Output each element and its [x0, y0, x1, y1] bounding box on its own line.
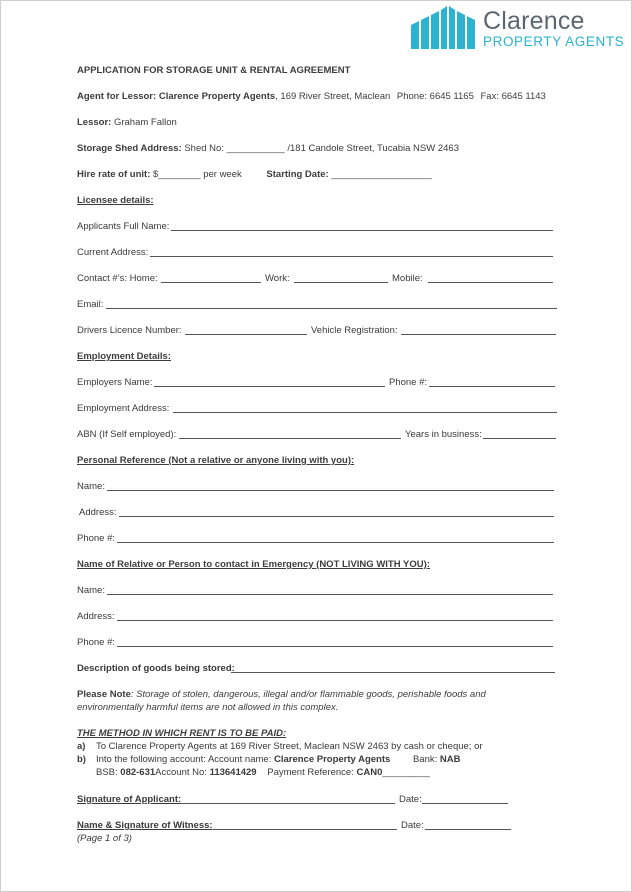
full-name-field[interactable] — [171, 230, 553, 231]
note-line-1 — [77, 689, 486, 701]
building-logo-icon — [411, 5, 481, 49]
note-text-2: environmentally harmful items are not allowed in this complex. — [77, 702, 339, 713]
abn-field[interactable] — [179, 438, 401, 439]
emergency-name-field[interactable] — [107, 594, 553, 595]
applicant-signature-label: Signature of Applicant: — [77, 794, 182, 805]
reference-heading: Personal Reference (Not a relative or anyone living with you): — [77, 455, 355, 466]
applicant-date-field[interactable] — [422, 803, 508, 804]
licensee-heading: Licensee details: — [77, 195, 154, 206]
mobile-field[interactable] — [428, 282, 553, 283]
reference-name-field[interactable] — [107, 490, 554, 491]
lessor-value: Graham Fallon — [113, 117, 177, 128]
agent-label: Agent for Lessor: — [77, 91, 157, 102]
employer-phone-field[interactable] — [429, 386, 555, 387]
emergency-address-field[interactable] — [117, 620, 553, 621]
account-number-label: Account No: — [155, 767, 207, 778]
reference-name-label: Name: — [77, 481, 105, 492]
payment-reference-value: CAN0 — [356, 767, 383, 778]
shed-label: Storage Shed Address: — [77, 143, 182, 154]
agent-value: Clarence Property Agents — [158, 91, 276, 102]
witness-signature-label: Name & Signature of Witness: — [77, 820, 213, 831]
account-name: Clarence Property Agents — [273, 754, 391, 765]
agent-phone: Phone: 6645 1165 — [396, 91, 474, 102]
emergency-phone-label: Phone #: — [77, 637, 116, 648]
payment-heading: THE METHOD IN WHICH RENT IS TO BE PAID: — [77, 728, 287, 739]
option-a-text: To Clarence Property Agents at 169 River Street, Maclean NSW 2463 by cash or cheque; or — [96, 741, 483, 752]
agent-line — [77, 91, 546, 103]
reference-address-label: Address: — [79, 507, 117, 518]
start-date-field[interactable]: ___________________ — [331, 169, 432, 180]
employer-label: Employers Name: — [77, 377, 153, 388]
hire-line — [77, 169, 432, 181]
shed-line — [77, 143, 459, 155]
rego-label: Vehicle Registration: — [311, 325, 398, 336]
current-address-label: Current Address: — [77, 247, 149, 258]
employment-address-label: Employment Address: — [77, 403, 170, 414]
emergency-name-label: Name: — [77, 585, 105, 596]
lessor-label: Lessor: — [77, 117, 112, 128]
option-b-text: Into the following account: Account name: — [96, 754, 272, 765]
bank-details-line — [96, 767, 430, 779]
reference-phone-label: Phone #: — [77, 533, 116, 544]
bsb-value: 082-631 — [120, 767, 156, 778]
payment-reference-label: Payment Reference: — [267, 767, 354, 778]
reference-address-field[interactable] — [119, 516, 554, 517]
applicant-signature-field[interactable] — [181, 803, 395, 804]
goods-label: Description of goods being stored: — [77, 663, 235, 674]
years-field[interactable] — [483, 438, 556, 439]
reference-phone-field[interactable] — [117, 542, 554, 543]
emergency-heading: Name of Relative or Person to contact in Emergency (NOT LIVING WITH YOU): — [77, 559, 430, 570]
hire-label: Hire rate of unit: — [77, 169, 151, 180]
witness-date-label: Date: — [401, 820, 424, 831]
bank-label: Bank: — [412, 754, 438, 765]
employer-phone-label: Phone #: — [389, 377, 428, 388]
company-logo — [411, 5, 631, 51]
licence-field[interactable] — [185, 334, 307, 335]
page-number: (Page 1 of 3) — [77, 833, 132, 844]
years-label: Years in business: — [405, 429, 482, 440]
employment-heading: Employment Details: — [77, 351, 171, 362]
emergency-phone-field[interactable] — [117, 646, 553, 647]
note-text-1: : Storage of stolen, dangerous, illegal and/or flammable goods, perishable foods and — [130, 689, 486, 700]
shed-number-field[interactable]: Shed No: ___________ — [184, 143, 285, 154]
option-b-marker: b) — [77, 754, 86, 765]
payment-reference-field[interactable]: _________ — [382, 767, 430, 778]
account-number: 113641429 — [209, 767, 257, 778]
hire-rate-field[interactable]: $________ per week — [153, 169, 242, 180]
option-b-line — [96, 754, 460, 766]
logo-name: Clarence — [483, 7, 585, 35]
witness-date-field[interactable] — [425, 829, 511, 830]
agent-fax: Fax: 6645 1143 — [480, 91, 546, 102]
work-phone-label: Work: — [265, 273, 290, 284]
full-name-label: Applicants Full Name: — [77, 221, 170, 232]
option-a-marker: a) — [77, 741, 86, 752]
employment-address-field[interactable] — [173, 412, 557, 413]
note-label: Please Note — [77, 689, 131, 700]
licence-label: Drivers Licence Number: — [77, 325, 182, 336]
employer-field[interactable] — [154, 386, 385, 387]
work-phone-field[interactable] — [294, 282, 388, 283]
current-address-field[interactable] — [150, 256, 553, 257]
shed-address: /181 Candole Street, Tucabia NSW 2463 — [287, 143, 459, 154]
email-label: Email: — [77, 299, 104, 310]
form-title: APPLICATION FOR STORAGE UNIT & RENTAL AGREEMENT — [77, 65, 351, 76]
rego-field[interactable] — [401, 334, 556, 335]
goods-field[interactable] — [231, 672, 555, 673]
bank-name: NAB — [439, 754, 461, 765]
home-phone-label: Contact #’s: Home: — [77, 273, 158, 284]
start-label: Starting Date: — [266, 169, 329, 180]
applicant-date-label: Date: — [399, 794, 422, 805]
lessor-line — [77, 117, 177, 129]
email-field[interactable] — [106, 308, 557, 309]
emergency-address-label: Address: — [77, 611, 115, 622]
agent-address: , 169 River Street, Maclean — [275, 91, 391, 102]
bsb-label: BSB: — [96, 767, 118, 778]
abn-label: ABN (If Self employed): — [77, 429, 177, 440]
logo-tagline: PROPERTY AGENTS — [483, 34, 625, 49]
mobile-label: Mobile: — [392, 273, 423, 284]
witness-signature-field[interactable] — [213, 829, 397, 830]
home-phone-field[interactable] — [161, 282, 261, 283]
